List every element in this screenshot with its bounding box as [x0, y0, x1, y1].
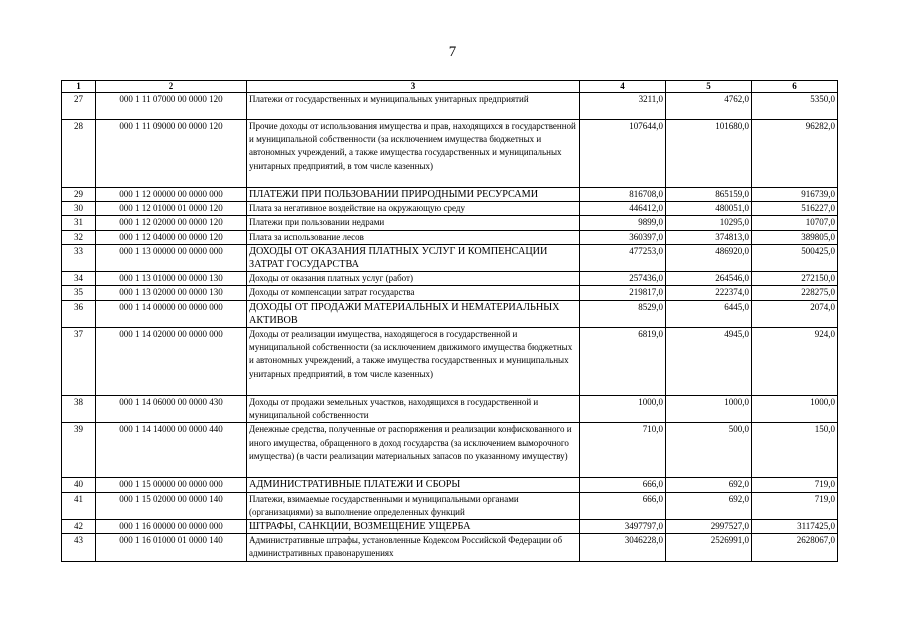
revenue-name: Доходы от оказания платных услуг (работ) [247, 272, 580, 286]
amount-col6: 719,0 [752, 492, 838, 519]
revenue-name: ДОХОДЫ ОТ ОКАЗАНИЯ ПЛАТНЫХ УСЛУГ И КОМПЕНСАЦИИ ЗАТРАТ ГОСУДАРСТВА [247, 244, 580, 271]
budget-code: 000 1 14 14000 00 0000 440 [96, 423, 247, 478]
table-row [62, 188, 838, 202]
row-number: 31 [62, 216, 96, 230]
amount-col4: 1000,0 [580, 396, 666, 423]
row-number: 27 [62, 93, 96, 120]
row-number: 29 [62, 188, 96, 202]
table-row [62, 478, 838, 492]
amount-col5: 264546,0 [666, 272, 752, 286]
amount-col5: 1000,0 [666, 396, 752, 423]
amount-col4: 446412,0 [580, 202, 666, 216]
row-number: 39 [62, 423, 96, 478]
amount-col5: 486920,0 [666, 244, 752, 271]
table-row [62, 328, 838, 396]
amount-col4: 477253,0 [580, 244, 666, 271]
row-number: 40 [62, 478, 96, 492]
amount-col6: 516227,0 [752, 202, 838, 216]
table-row [62, 272, 838, 286]
table-row [62, 534, 838, 561]
amount-col5: 692,0 [666, 478, 752, 492]
budget-code: 000 1 12 01000 01 0000 120 [96, 202, 247, 216]
revenue-name: ДОХОДЫ ОТ ПРОДАЖИ МАТЕРИАЛЬНЫХ И НЕМАТЕРИАЛЬНЫХ АКТИВОВ [247, 300, 580, 327]
budget-code: 000 1 16 00000 00 0000 000 [96, 520, 247, 534]
amount-col4: 816708,0 [580, 188, 666, 202]
revenue-name: ПЛАТЕЖИ ПРИ ПОЛЬЗОВАНИИ ПРИРОДНЫМИ РЕСУРСАМИ [247, 188, 580, 202]
amount-col6: 272150,0 [752, 272, 838, 286]
row-number: 41 [62, 492, 96, 519]
amount-col4: 257436,0 [580, 272, 666, 286]
budget-code: 000 1 13 01000 00 0000 130 [96, 272, 247, 286]
revenue-name: Денежные средства, полученные от распоряжения и реализации конфискованного и иного имущества, обращенного в доход государства (за исключением выморочного имущества) (в части реализации материальных запасов по указанному имуществу) [247, 423, 580, 478]
amount-col4: 107644,0 [580, 120, 666, 188]
amount-col6: 924,0 [752, 328, 838, 396]
amount-col4: 666,0 [580, 492, 666, 519]
revenue-name: Платежи от государственных и муниципальных унитарных предприятий [247, 93, 580, 120]
amount-col5: 6445,0 [666, 300, 752, 327]
column-header: 4 [580, 81, 666, 93]
amount-col4: 710,0 [580, 423, 666, 478]
revenue-name: Доходы от продажи земельных участков, находящихся в государственной и муниципальной собственности [247, 396, 580, 423]
budget-code: 000 1 15 00000 00 0000 000 [96, 478, 247, 492]
amount-col5: 500,0 [666, 423, 752, 478]
table-row [62, 520, 838, 534]
budget-code: 000 1 12 02000 00 0000 120 [96, 216, 247, 230]
row-number: 34 [62, 272, 96, 286]
amount-col5: 4945,0 [666, 328, 752, 396]
amount-col6: 500425,0 [752, 244, 838, 271]
budget-code: 000 1 12 04000 00 0000 120 [96, 230, 247, 244]
amount-col6: 228275,0 [752, 286, 838, 300]
table-row [62, 93, 838, 120]
table-row [62, 120, 838, 188]
budget-code: 000 1 11 07000 00 0000 120 [96, 93, 247, 120]
column-header: 5 [666, 81, 752, 93]
revenue-name: Платежи, взимаемые государственными и муниципальными органами (организациями) за выполнение определенных функций [247, 492, 580, 519]
budget-revenue-table [61, 80, 838, 562]
revenue-name: ШТРАФЫ, САНКЦИИ, ВОЗМЕЩЕНИЕ УЩЕРБА [247, 520, 580, 534]
amount-col5: 222374,0 [666, 286, 752, 300]
table-row [62, 423, 838, 478]
amount-col5: 374813,0 [666, 230, 752, 244]
amount-col5: 2997527,0 [666, 520, 752, 534]
table-row [62, 230, 838, 244]
amount-col4: 3046228,0 [580, 534, 666, 561]
amount-col6: 5350,0 [752, 93, 838, 120]
amount-col5: 692,0 [666, 492, 752, 519]
budget-code: 000 1 12 00000 00 0000 000 [96, 188, 247, 202]
amount-col6: 150,0 [752, 423, 838, 478]
amount-col6: 96282,0 [752, 120, 838, 188]
amount-col4: 360397,0 [580, 230, 666, 244]
amount-col6: 2074,0 [752, 300, 838, 327]
table-header-row [62, 81, 838, 93]
revenue-name: АДМИНИСТРАТИВНЫЕ ПЛАТЕЖИ И СБОРЫ [247, 478, 580, 492]
amount-col6: 10707,0 [752, 216, 838, 230]
table-row [62, 202, 838, 216]
revenue-name: Плата за негативное воздействие на окружающую среду [247, 202, 580, 216]
revenue-name: Прочие доходы от использования имущества и прав, находящихся в государственной и муниципальной собственности (за исключением имущества бюджетных и автономных учреждений, а также имущества государственных и муниципальных унитарных предприятий, в том числе казенных) [247, 120, 580, 188]
amount-col6: 3117425,0 [752, 520, 838, 534]
revenue-name: Платежи при пользовании недрами [247, 216, 580, 230]
row-number: 28 [62, 120, 96, 188]
revenue-name: Плата за использование лесов [247, 230, 580, 244]
amount-col4: 6819,0 [580, 328, 666, 396]
amount-col5: 2526991,0 [666, 534, 752, 561]
table-row [62, 216, 838, 230]
column-header: 3 [247, 81, 580, 93]
amount-col5: 10295,0 [666, 216, 752, 230]
amount-col6: 719,0 [752, 478, 838, 492]
budget-code: 000 1 14 02000 00 0000 000 [96, 328, 247, 396]
row-number: 33 [62, 244, 96, 271]
amount-col4: 219817,0 [580, 286, 666, 300]
table-row [62, 492, 838, 519]
column-header: 1 [62, 81, 96, 93]
table-row [62, 286, 838, 300]
row-number: 32 [62, 230, 96, 244]
table-row [62, 396, 838, 423]
column-header: 6 [752, 81, 838, 93]
budget-code: 000 1 16 01000 01 0000 140 [96, 534, 247, 561]
table-row [62, 300, 838, 327]
amount-col5: 480051,0 [666, 202, 752, 216]
budget-code: 000 1 14 06000 00 0000 430 [96, 396, 247, 423]
budget-code: 000 1 15 02000 00 0000 140 [96, 492, 247, 519]
amount-col6: 916739,0 [752, 188, 838, 202]
budget-code: 000 1 13 02000 00 0000 130 [96, 286, 247, 300]
amount-col6: 2628067,0 [752, 534, 838, 561]
row-number: 30 [62, 202, 96, 216]
amount-col4: 9899,0 [580, 216, 666, 230]
budget-code: 000 1 14 00000 00 0000 000 [96, 300, 247, 327]
row-number: 36 [62, 300, 96, 327]
amount-col4: 8529,0 [580, 300, 666, 327]
row-number: 35 [62, 286, 96, 300]
amount-col5: 865159,0 [666, 188, 752, 202]
budget-code: 000 1 11 09000 00 0000 120 [96, 120, 247, 188]
row-number: 38 [62, 396, 96, 423]
revenue-name: Доходы от компенсации затрат государства [247, 286, 580, 300]
amount-col5: 101680,0 [666, 120, 752, 188]
amount-col4: 666,0 [580, 478, 666, 492]
amount-col5: 4762,0 [666, 93, 752, 120]
row-number: 42 [62, 520, 96, 534]
row-number: 37 [62, 328, 96, 396]
table-row [62, 244, 838, 271]
row-number: 43 [62, 534, 96, 561]
revenue-name: Доходы от реализации имущества, находящегося в государственной и муниципальной собственности (за исключением движимого имущества бюджетных и автономных учреждений, а также имущества государственных и муниципальных унитарных предприятий, в том числе казенных) [247, 328, 580, 396]
column-header: 2 [96, 81, 247, 93]
amount-col4: 3211,0 [580, 93, 666, 120]
amount-col4: 3497797,0 [580, 520, 666, 534]
amount-col6: 1000,0 [752, 396, 838, 423]
page-number: 7 [448, 44, 457, 60]
budget-code: 000 1 13 00000 00 0000 000 [96, 244, 247, 271]
amount-col6: 389805,0 [752, 230, 838, 244]
revenue-name: Административные штрафы, установленные Кодексом Российской Федерации об административных правонарушениях [247, 534, 580, 561]
